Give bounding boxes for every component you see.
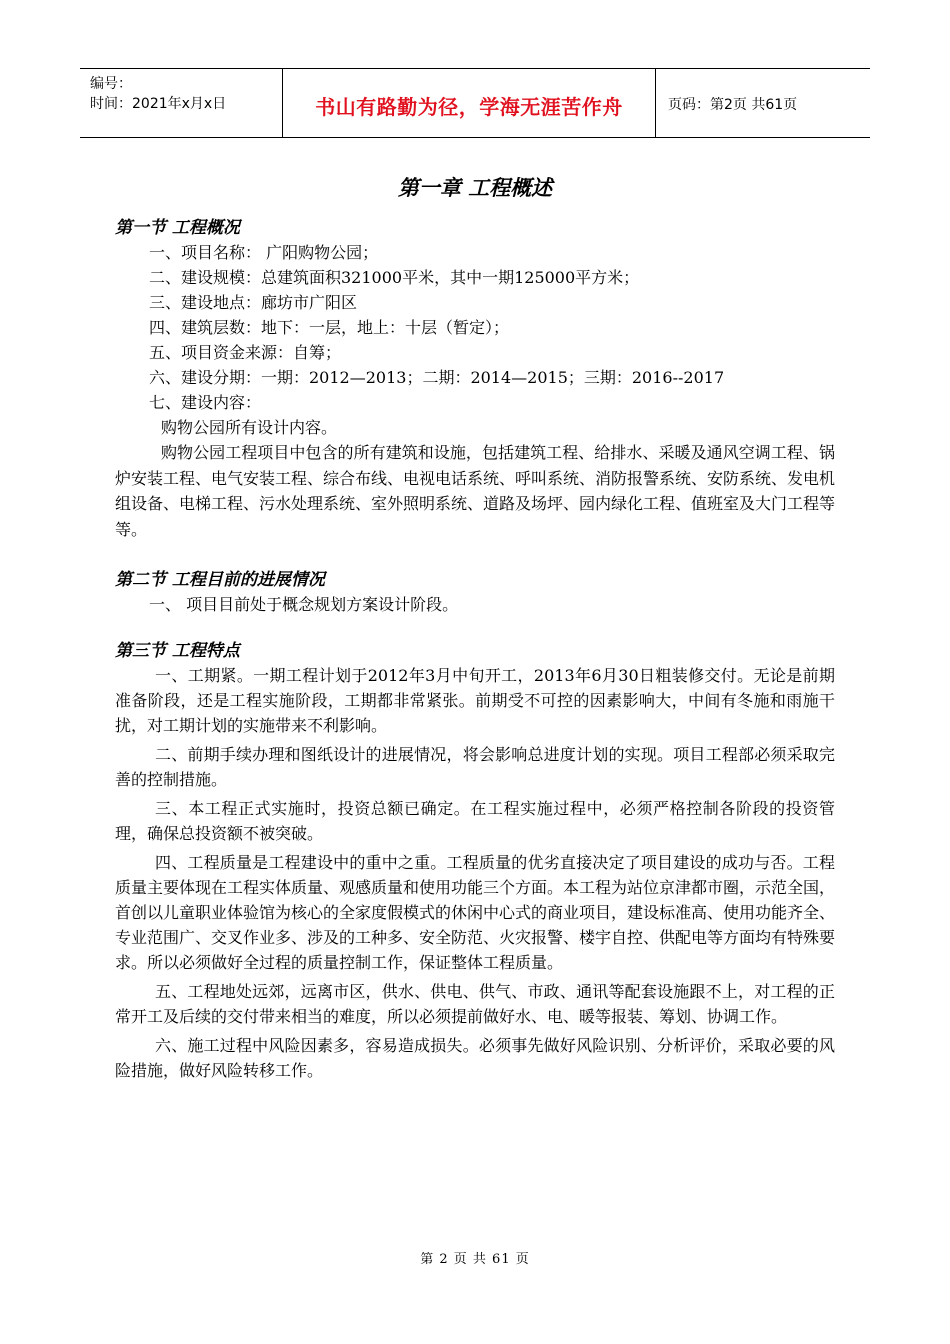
header-page-cell xyxy=(656,69,870,137)
section-1-item: 六、建设分期：一期：2012—2013；二期：2014—2015；三期：2016--2017 xyxy=(149,368,725,387)
section-3-paragraph: 四、工程质量是工程建设中的重中之重。工程质量的优劣直接决定了项目建设的成功与否。工程质量主要体现在工程实体质量、观感质量和使用功能三个方面。本工程为站位京津都市圈，示范全国，首创以儿童职业体验馆为核心的全家度假模式的休闲中心式的商业项目，建设标准高、使用功能齐全、专业范围广、交叉作业多、涉及的工种多、安全防范、火灾报警、楼宇自控、供配电等方面均有特殊要求。所以必须做好全过程的质量控制工作，保证整体工程质量。 xyxy=(115,853,836,972)
section-1-content-paragraph: 购物公园工程项目中包含的所有建筑和设施，包括建筑工程、给排水、采暖及通风空调工程、锅炉安装工程、电气安装工程、综合布线、电视电话系统、呼叫系统、消防报警系统、安防系统、发电机组设备、电梯工程、污水处理系统、室外照明系统、道路及场坪、园内绿化工程、值班室及大门工程等等。 xyxy=(115,443,836,539)
document-date-label: 时间：2021年x月x日 xyxy=(90,96,227,112)
section-3-paragraph: 六、施工过程中风险因素多，容易造成损失。必须事先做好风险识别、分析评价，采取必要的风险措施，做好风险转移工作。 xyxy=(115,1036,835,1080)
section-3-paragraph: 五、工程地处远郊，远离市区，供水、供电、供气、市政、通讯等配套设施跟不上，对工程的正常开工及后续的交付带来相当的难度，所以必须提前做好水、电、暖等报装、筹划、协调工作。 xyxy=(115,982,835,1026)
section-1-item: 三、建设地点：廊坊市广阳区 xyxy=(149,293,358,312)
section-1-item: 四、建筑层数：地下：一层，地上：十层（暂定）； xyxy=(149,318,510,337)
section-2-title: 第二节 工程目前的进展情况 xyxy=(115,570,325,590)
section-1-item: 二、建设规模：总建筑面积321000平米，其中一期125000平方米； xyxy=(149,268,640,287)
page-footer: 第 2 页 共 61 页 xyxy=(420,1252,530,1267)
section-1-item: 一、项目名称： 广阳购物公园； xyxy=(149,243,379,262)
header-motto-cell xyxy=(283,69,656,137)
section-2-item: 一、 项目目前处于概念规划方案设计阶段。 xyxy=(149,595,459,614)
section-3-paragraph: 二、前期手续办理和图纸设计的进展情况，将会影响总进度计划的实现。项目工程部必须采取完善的控制措施。 xyxy=(115,745,835,789)
document-number-label: 编号： xyxy=(90,76,132,92)
header-page-code: 页码：第2页 共61页 xyxy=(668,97,798,113)
section-1-item: 五、项目资金来源：自筹； xyxy=(149,343,342,362)
section-3-title: 第三节 工程特点 xyxy=(115,641,240,661)
section-1-title: 第一节 工程概况 xyxy=(115,218,240,238)
document-body xyxy=(115,172,835,1083)
section-1-content-line: 购物公园所有设计内容。 xyxy=(161,418,338,437)
chapter-title: 第一章 工程概述 xyxy=(397,176,553,200)
page-header xyxy=(80,68,870,138)
section-3-paragraph: 三、本工程正式实施时，投资总额已确定。在工程实施过程中，必须严格控制各阶段的投资管理，确保总投资额不被突破。 xyxy=(115,799,835,843)
section-1-item: 七、建设内容： xyxy=(149,393,262,412)
header-left-cell xyxy=(80,69,283,137)
header-motto: 书山有路勤为径，学海无涯苦作舟 xyxy=(315,95,623,119)
section-3-paragraph: 一、工期紧。一期工程计划于2012年3月中旬开工，2013年6月30日粗装修交付。无论是前期准备阶段，还是工程实施阶段，工期都非常紧张。前期受不可控的因素影响大，中间有冬施和雨施干扰，对工期计划的实施带来不利影响。 xyxy=(115,666,835,735)
